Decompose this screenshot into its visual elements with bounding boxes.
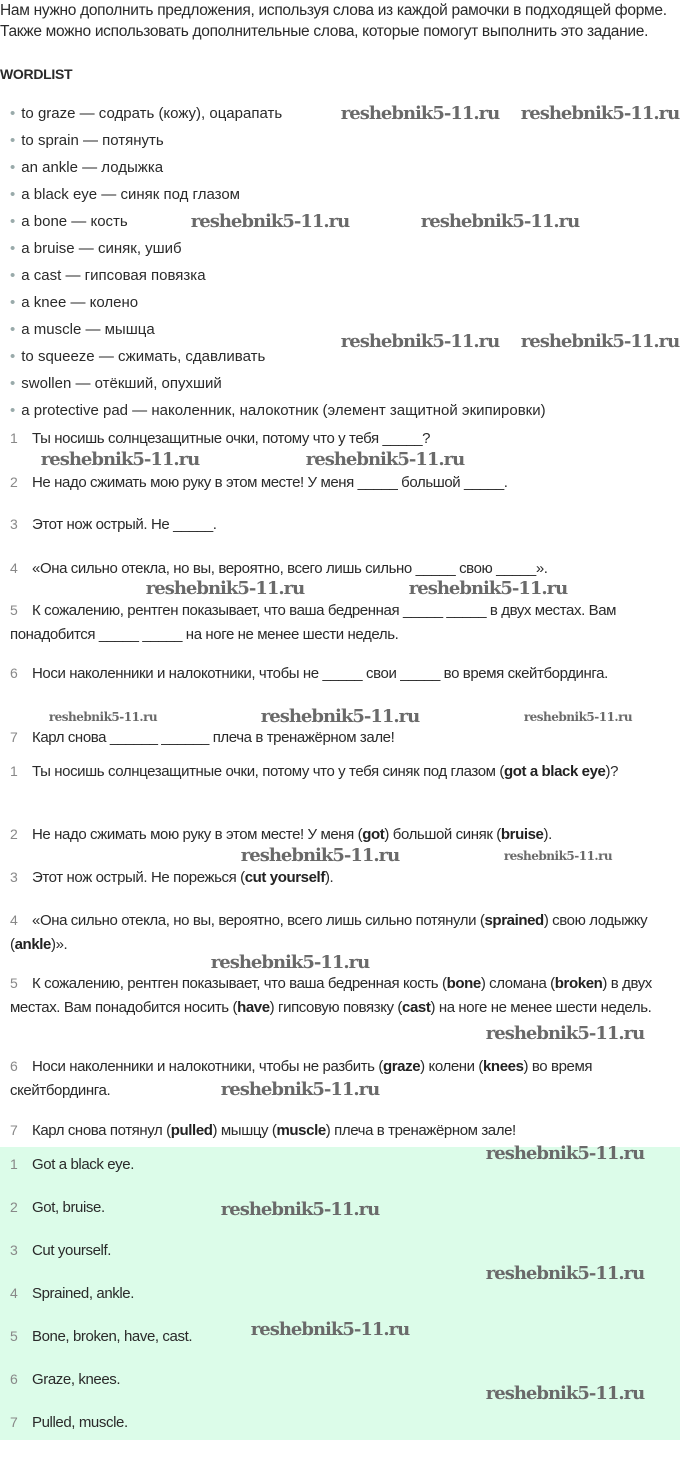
watermark: reshebnik5-11.ru — [40, 449, 200, 470]
watermark: reshebnik5-11.ru — [420, 211, 580, 232]
wordlist-text: a cast — гипсовая повязка — [21, 267, 206, 284]
item-text: Got a black eye. — [32, 1156, 134, 1173]
bullet-icon: • — [10, 267, 16, 284]
watermark: reshebnik5-11.ru — [220, 1079, 380, 1100]
wordlist-text: to graze — содрать (кожу), оцарапать — [21, 105, 283, 122]
text-part: Ты носишь солнцезащитные очки, потому что у тебя синяк под глазом ( — [32, 763, 504, 780]
keyword: bruise — [500, 826, 544, 843]
text-part: Карл снова потянул ( — [32, 1122, 171, 1139]
keyword: cut yourself — [244, 869, 325, 886]
item-text: Карл снова ______ ______ плеча в тренажёрном зале! — [32, 729, 395, 746]
item-text: Sprained, ankle. — [32, 1285, 135, 1302]
item-text: К сожалению, рентген показывает, что ваша бедренная _____ _____ в двух местах. Вам понадобится _____ _____ на ноге не менее шести недель. — [10, 602, 617, 643]
translation-item — [10, 908, 678, 957]
keyword: sprained — [484, 912, 544, 929]
watermark: reshebnik5-11.ru — [240, 845, 400, 866]
translation-item — [10, 822, 678, 847]
wordlist-item — [10, 401, 546, 421]
text-part: «Она сильно отекла, но вы, вероятно, всего лишь сильно потянули ( — [32, 912, 485, 929]
exercise-item — [10, 512, 678, 537]
item-text: Не надо сжимать мою руку в этом месте! У меня _____ большой _____. — [32, 474, 508, 491]
watermark: reshebnik5-11.ru — [305, 449, 465, 470]
bullet-icon: • — [10, 348, 16, 365]
bullet-icon: • — [10, 294, 16, 311]
wordlist-text: a muscle — мышца — [21, 321, 155, 338]
item-number: 4 — [10, 560, 18, 576]
text-part: ) свою лодыжку ( — [10, 912, 648, 953]
keyword: pulled — [170, 1122, 213, 1139]
watermark: reshebnik5-11.ru — [190, 211, 350, 232]
wordlist-item — [10, 185, 240, 205]
bullet-icon: • — [10, 186, 16, 203]
wordlist-title: WORDLIST — [0, 66, 73, 82]
watermark: reshebnik5-11.ru — [48, 710, 158, 724]
text-part: ) гипсовую повязку ( — [269, 999, 403, 1016]
text-part: Носи наколенники и налокотники, чтобы не разбить ( — [32, 1058, 383, 1075]
exercise-item — [10, 661, 678, 686]
item-text — [32, 826, 552, 843]
text-part: ) во время скейтбординга. — [10, 1058, 593, 1099]
text-part: ) большой синяк ( — [384, 826, 501, 843]
wordlist-item — [10, 239, 182, 259]
exercise-item — [10, 598, 678, 647]
wordlist-item — [10, 212, 128, 232]
wordlist-item — [10, 293, 138, 313]
wordlist-text: a bruise — синяк, ушиб — [21, 240, 182, 257]
text-part: Не надо сжимать мою руку в этом месте! У меня ( — [32, 826, 363, 843]
bullet-icon: • — [10, 240, 16, 257]
item-number: 1 — [10, 1156, 18, 1172]
item-text: Носи наколенники и налокотники, чтобы не _____ свои _____ во время скейтбординга. — [32, 665, 608, 682]
wordlist-text: an ankle — лодыжка — [21, 159, 164, 176]
watermark: reshebnik5-11.ru — [520, 331, 680, 352]
item-text: Got, bruise. — [32, 1199, 105, 1216]
item-number: 4 — [10, 1285, 18, 1301]
text-part: ). — [543, 826, 552, 843]
keyword: knees — [482, 1058, 524, 1075]
text-part: ) в двух местах. Вам понадобится носить ( — [10, 975, 652, 1016]
text-part: К сожалению, рентген показывает, что ваша бедренная кость ( — [32, 975, 447, 992]
watermark: reshebnik5-11.ru — [485, 1023, 645, 1044]
item-number: 7 — [10, 1122, 18, 1138]
watermark: reshebnik5-11.ru — [485, 1263, 645, 1284]
item-number: 7 — [10, 1414, 18, 1430]
watermark: reshebnik5-11.ru — [220, 1199, 380, 1220]
item-text: Graze, knees. — [32, 1371, 121, 1388]
watermark: reshebnik5-11.ru — [523, 710, 633, 724]
exercise-item — [10, 470, 678, 495]
keyword: broken — [554, 975, 603, 992]
wordlist-text: a protective pad — наколенник, налокотник (элемент защитной экипировки) — [21, 402, 546, 419]
item-text: Pulled, muscle. — [32, 1414, 128, 1431]
item-number: 6 — [10, 1371, 18, 1387]
bullet-icon: • — [10, 213, 16, 230]
keyword: got a black eye — [503, 763, 606, 780]
watermark: reshebnik5-11.ru — [340, 103, 500, 124]
translation-item — [10, 865, 678, 890]
item-number: 3 — [10, 869, 18, 885]
wordlist-text: to squeeze — сжимать, сдавливать — [21, 348, 266, 365]
keyword: ankle — [14, 936, 51, 953]
item-text: «Она сильно отекла, но вы, вероятно, всего лишь сильно _____ свою _____». — [32, 560, 548, 577]
text-part: ) сломана ( — [480, 975, 555, 992]
keyword: cast — [402, 999, 431, 1016]
watermark: reshebnik5-11.ru — [520, 103, 680, 124]
wordlist-text: to sprain — потянуть — [21, 132, 164, 149]
wordlist-item — [10, 266, 206, 286]
item-number: 6 — [10, 1058, 18, 1074]
item-number: 5 — [10, 975, 18, 991]
text-part: ). — [324, 869, 334, 886]
intro-text: Нам нужно дополнить предложения, используя слова из каждой рамочки в подходящей форме. Также можно использовать дополнительные слова, которые помогут выполнить это задание. — [0, 2, 667, 40]
keyword: muscle — [276, 1122, 326, 1139]
wordlist-text: swollen — отёкший, опухший — [21, 375, 222, 392]
wordlist-item — [10, 374, 222, 394]
text-part: )». — [50, 936, 68, 953]
exercise-item — [10, 556, 678, 581]
item-number: 7 — [10, 729, 18, 745]
item-number: 4 — [10, 912, 18, 928]
watermark: reshebnik5-11.ru — [503, 849, 613, 863]
watermark: reshebnik5-11.ru — [260, 706, 420, 727]
item-number: 6 — [10, 665, 18, 681]
translation-item — [10, 1118, 678, 1143]
text-part: ) мышцу ( — [212, 1122, 277, 1139]
text-part: Этот нож острый. Не порежься ( — [32, 869, 245, 886]
answer-item — [10, 1281, 678, 1306]
watermark: reshebnik5-11.ru — [408, 578, 568, 599]
answer-item — [10, 1410, 678, 1435]
item-text: Cut yourself. — [32, 1242, 111, 1259]
bullet-icon: • — [10, 105, 16, 122]
text-part: ) колени ( — [420, 1058, 483, 1075]
wordlist-text: a bone — кость — [21, 213, 128, 230]
item-text: Этот нож острый. Не _____. — [32, 516, 217, 533]
keyword: got — [362, 826, 385, 843]
exercise-item — [10, 426, 678, 451]
bullet-icon: • — [10, 159, 16, 176]
item-number: 2 — [10, 826, 18, 842]
text-part: )? — [605, 763, 619, 780]
item-number: 1 — [10, 763, 18, 779]
wordlist-item — [10, 158, 163, 178]
watermark: reshebnik5-11.ru — [485, 1143, 645, 1164]
text-part: ) на ноге не менее шести недель. — [430, 999, 652, 1016]
keyword: bone — [446, 975, 481, 992]
item-number: 3 — [10, 1242, 18, 1258]
keyword: have — [237, 999, 270, 1016]
watermark: reshebnik5-11.ru — [340, 331, 500, 352]
answer-item — [10, 1238, 678, 1263]
wordlist-item — [10, 347, 265, 367]
item-text: Bone, broken, have, cast. — [32, 1328, 193, 1345]
item-text — [32, 1122, 516, 1139]
wordlist-item — [10, 104, 282, 124]
watermark: reshebnik5-11.ru — [145, 578, 305, 599]
bullet-icon: • — [10, 132, 16, 149]
translation-item — [10, 971, 678, 1020]
item-number: 5 — [10, 602, 18, 618]
text-part: ) плеча в тренажёрном зале! — [325, 1122, 516, 1139]
watermark: reshebnik5-11.ru — [210, 952, 370, 973]
item-number: 3 — [10, 516, 18, 532]
item-number: 2 — [10, 474, 18, 490]
keyword: graze — [382, 1058, 421, 1075]
bullet-icon: • — [10, 375, 16, 392]
wordlist-text: a black eye — синяк под глазом — [21, 186, 240, 203]
item-number: 2 — [10, 1199, 18, 1215]
bullet-icon: • — [10, 321, 16, 338]
wordlist-item — [10, 131, 164, 151]
wordlist-item — [10, 320, 155, 340]
watermark: reshebnik5-11.ru — [250, 1319, 410, 1340]
bullet-icon: • — [10, 402, 16, 419]
wordlist-text: a knee — колено — [21, 294, 139, 311]
item-text — [32, 869, 333, 886]
translation-item — [10, 759, 678, 784]
item-text — [10, 975, 652, 1016]
item-text — [32, 763, 618, 780]
watermark: reshebnik5-11.ru — [485, 1383, 645, 1404]
item-text: Ты носишь солнцезащитные очки, потому что у тебя _____? — [32, 430, 431, 447]
item-text — [10, 912, 647, 953]
item-number: 5 — [10, 1328, 18, 1344]
exercise-item — [10, 725, 678, 750]
item-number: 1 — [10, 430, 18, 446]
